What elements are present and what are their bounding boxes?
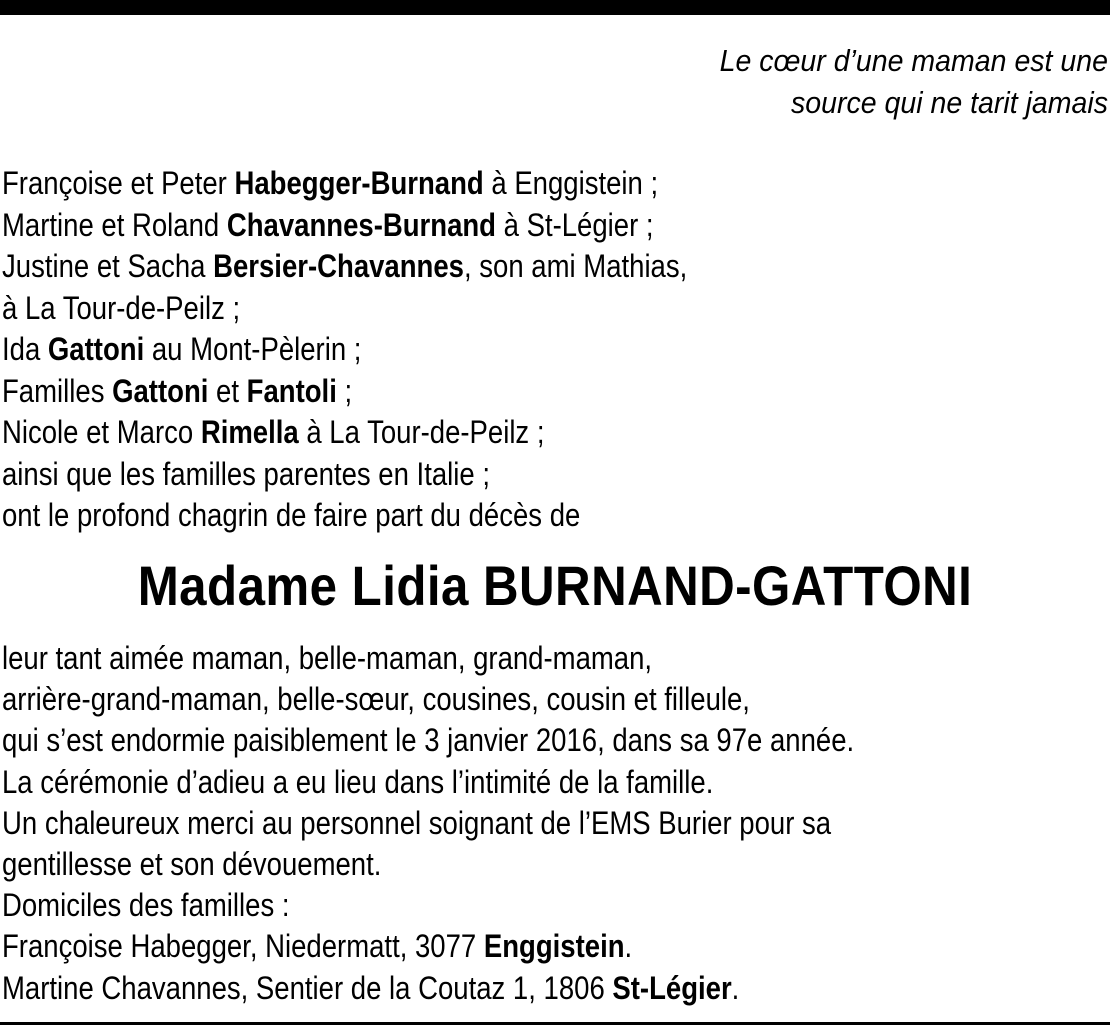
- address-line: Martine Chavannes, Sentier de la Coutaz 1, 1806 St-Légier.: [2, 969, 740, 1006]
- families-paragraph: [2, 163, 1086, 537]
- family-line: Ida Gattoni au Mont-Pèlerin ;: [2, 331, 362, 367]
- family-line: Justine et Sacha Bersier-Chavannes, son ami Mathias,: [2, 248, 688, 284]
- family-line: ainsi que les familles parentes en Italie ;: [2, 455, 490, 492]
- address-locality: Enggistein: [483, 928, 625, 965]
- deceased-name: Madame Lidia BURNAND-GATTONI: [137, 554, 973, 617]
- family-name: Gattoni: [112, 372, 209, 409]
- family-name: Chavannes-Burnand: [226, 206, 496, 243]
- family-line: Martine et Roland Chavannes-Burnand à St-Légier ;: [2, 206, 654, 243]
- epigraph-line-2: source qui ne tarit jamais: [790, 85, 1108, 120]
- family-name: Gattoni: [47, 331, 145, 367]
- body-line: arrière-grand-maman, belle-sœur, cousines, cousin et filleule,: [2, 681, 750, 718]
- family-name: Habegger-Burnand: [234, 165, 484, 201]
- address-line: Françoise Habegger, Niedermatt, 3077 Enggistein.: [2, 928, 633, 965]
- body-line: leur tant aimée maman, belle-maman, grand-maman,: [2, 640, 653, 676]
- body-line: Un chaleureux merci au personnel soignant de l’EMS Burier pour sa: [2, 804, 832, 841]
- family-name: Rimella: [200, 414, 299, 450]
- body-line: qui s’est endormie paisiblement le 3 janvier 2016, dans sa 97e année.: [2, 722, 855, 759]
- family-line: ont le profond chagrin de faire part du décès de: [2, 497, 581, 533]
- body-line: Domiciles des familles :: [2, 887, 290, 924]
- top-rule: [0, 0, 1110, 15]
- epigraph-line-1: Le cœur d’une maman est une: [719, 43, 1108, 78]
- family-line: à La Tour-de-Peilz ;: [2, 289, 241, 326]
- epigraph-quote: [464, 40, 1108, 124]
- body-line: gentillesse et son dévouement.: [2, 846, 382, 883]
- bottom-rule: [0, 1022, 1110, 1025]
- address-locality: St-Légier: [612, 969, 732, 1006]
- family-line: Nicole et Marco Rimella à La Tour-de-Peilz ;: [2, 414, 545, 450]
- body-line: La cérémonie d’adieu a eu lieu dans l’intimité de la famille.: [2, 763, 714, 800]
- family-name: Bersier-Chavannes: [213, 248, 464, 284]
- family-name: Fantoli: [246, 372, 337, 409]
- family-line: Françoise et Peter Habegger-Burnand à Enggistein ;: [2, 165, 659, 201]
- announcement-body: [2, 638, 1086, 1009]
- family-line: Familles Gattoni et Fantoli ;: [2, 372, 353, 409]
